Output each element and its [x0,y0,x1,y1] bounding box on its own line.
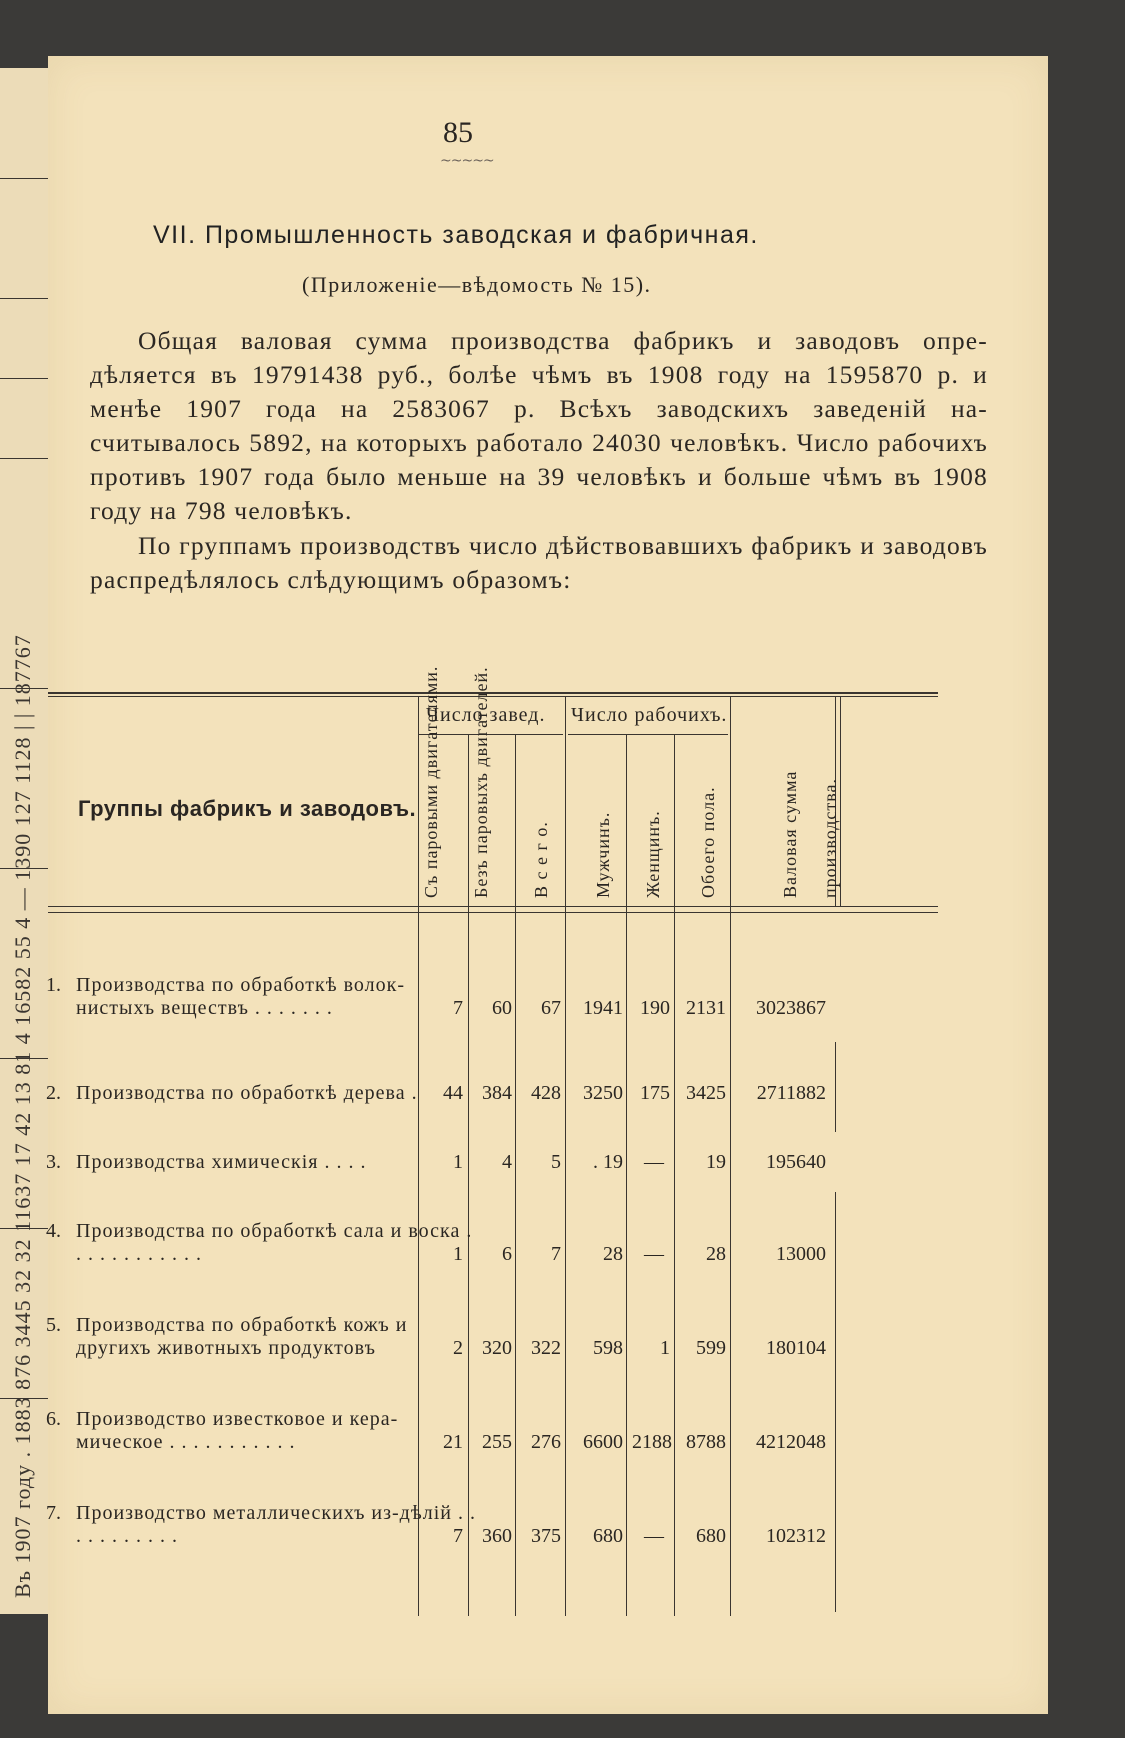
cell: 7 [453,1525,463,1547]
body-text [90,529,988,597]
cell: 2188 [632,1431,672,1453]
cell: 276 [531,1431,561,1453]
document-page [48,56,1048,1714]
cell: 67 [541,997,561,1019]
cell: 44 [443,1082,463,1104]
paragraph: Общая валовая сумма производства фабрикъ и заводовъ опре-дѣляется въ 19791438 руб., болѣе чѣмъ въ 1908 году на 1595870 р. и менѣе 1907 года на 2583067 р. Всѣхъ заводскихъ заведеній на-считывалось 5892, на которыхъ работало 24030 человѣкъ. Число рабочихъ противъ 1907 года было меньше на 39 человѣкъ и больше чѣмъ въ 1908 году на 798 человѣкъ. [90,326,988,525]
row-label: Производства по обработкѣ сала и воска . . . . . . . . . . . . [76,1220,473,1265]
cell: 1 [660,1337,670,1359]
cell: 195640 [766,1151,826,1173]
cell: 384 [482,1082,512,1104]
body-text [90,324,988,528]
group-rule [568,734,728,735]
men-header: Мужчинъ. [593,811,613,898]
column-rule [674,734,675,1616]
rule [0,688,52,689]
column-rule [626,734,627,1616]
row-label: Производства по обработкѣ дерева . [76,1082,418,1104]
cell: 680 [696,1525,726,1547]
row-label: Производство известковое и кера-мическое . . . . . . . . . . . [76,1408,399,1453]
cell: 60 [492,997,512,1019]
facing-page-edge [0,68,54,1614]
cell: — [644,1151,664,1173]
cell: 2131 [686,997,726,1019]
cell: 13000 [776,1243,826,1265]
row-number: 4. [46,1220,61,1242]
cell: 320 [482,1337,512,1359]
rule [0,1398,52,1399]
section-heading: VII. Промышленность заводская и фабричная. [153,221,759,249]
women-header: Женщинъ. [643,810,663,898]
cell: 180104 [766,1337,826,1359]
cell: 5 [551,1151,561,1173]
cell: 190 [640,997,670,1019]
table-top-rule [48,696,938,697]
cell: 2711882 [756,1082,826,1104]
cell: 3250 [583,1082,623,1104]
cell: 322 [531,1337,561,1359]
cell: 1 [453,1151,463,1173]
cell: 255 [482,1431,512,1453]
steam-engines-header: Съ паровыми двигателями. [421,665,441,898]
cell: 360 [482,1525,512,1547]
row-number: 5. [46,1314,61,1336]
rule [0,178,52,179]
cell: . 19 [593,1151,623,1173]
row-label: Производства по обработкѣ волок-нистыхъ веществъ . . . . . . . [76,974,406,1019]
cell: 4212048 [756,1431,826,1453]
page-number: 85 [443,116,473,149]
rule [0,1058,52,1059]
row-label: Производство металлическихъ из-дѣлій . . . . . . . . . . . [76,1502,476,1547]
group-column-header: Группы фабрикъ и заводовъ. [78,796,417,821]
cell: 102312 [766,1525,826,1547]
row-label: Производства химическія . . . . [76,1151,367,1173]
cell: 375 [531,1525,561,1547]
cell: 28 [706,1243,726,1265]
header-bottom-rule [48,906,938,907]
cell: 28 [603,1243,623,1265]
cell: — [644,1525,664,1547]
rule [0,1228,52,1229]
cell: 6 [502,1243,512,1265]
row-label: Производства по обработкѣ кожъ и другихъ животныхъ продуктовъ [76,1314,408,1359]
rule [0,458,52,459]
cell: — [644,1243,664,1265]
cell: 6600 [583,1431,623,1453]
cell: 8788 [686,1431,726,1453]
cell: 1941 [583,997,623,1019]
column-rule [468,734,469,1616]
rule [0,868,52,869]
rule [0,298,52,299]
cell: 598 [593,1337,623,1359]
cell: 7 [551,1243,561,1265]
column-rule [515,734,516,1616]
cell: 3023867 [756,997,826,1019]
section-subheading: (Приложеніе—вѣдомость № 15). [302,272,652,297]
cell: 19 [706,1151,726,1173]
row-number: 6. [46,1408,61,1430]
cell: 7 [453,997,463,1019]
row-number: 2. [46,1082,61,1104]
cell: 2 [453,1337,463,1359]
row-number: 3. [46,1151,61,1173]
cell: 599 [696,1337,726,1359]
table-top-rule [48,692,938,694]
cell: 3425 [686,1082,726,1104]
gross-production-header: Валовая сумма производства. [780,770,840,898]
cell: 680 [593,1525,623,1547]
column-rule [835,1042,836,1132]
both-sexes-header: Обоего пола. [698,786,718,898]
cell: 1 [453,1243,463,1265]
cell: 175 [640,1082,670,1104]
page-number-ornament: ~~~~~ [440,153,494,169]
paragraph: По группамъ производствъ число дѣйствовавшихъ фабрикъ и заводовъ распредѣлялось слѣдующимъ образомъ: [90,531,988,594]
rule [0,378,52,379]
cell: 21 [443,1431,463,1453]
total-header: В с е г о. [531,821,551,898]
header-bottom-rule [48,912,938,913]
cell: 4 [502,1151,512,1173]
row-number: 7. [46,1502,61,1524]
cell: 428 [531,1082,561,1104]
column-rule [835,1192,836,1612]
no-steam-engines-header: Безъ паровыхъ двигателей. [471,666,491,898]
workers-group-header: Число рабочихъ. [571,704,728,726]
establishments-group-header: Число завед. [426,704,546,726]
production-table [48,636,1048,1616]
facing-page-text: Въ 1907 году . 1883 876 3445 32 32 11637 17 42 13 81 4 16582 55 4 — 1390 127 1128 | | 187767 [10,634,35,1598]
row-number: 1. [46,974,61,996]
